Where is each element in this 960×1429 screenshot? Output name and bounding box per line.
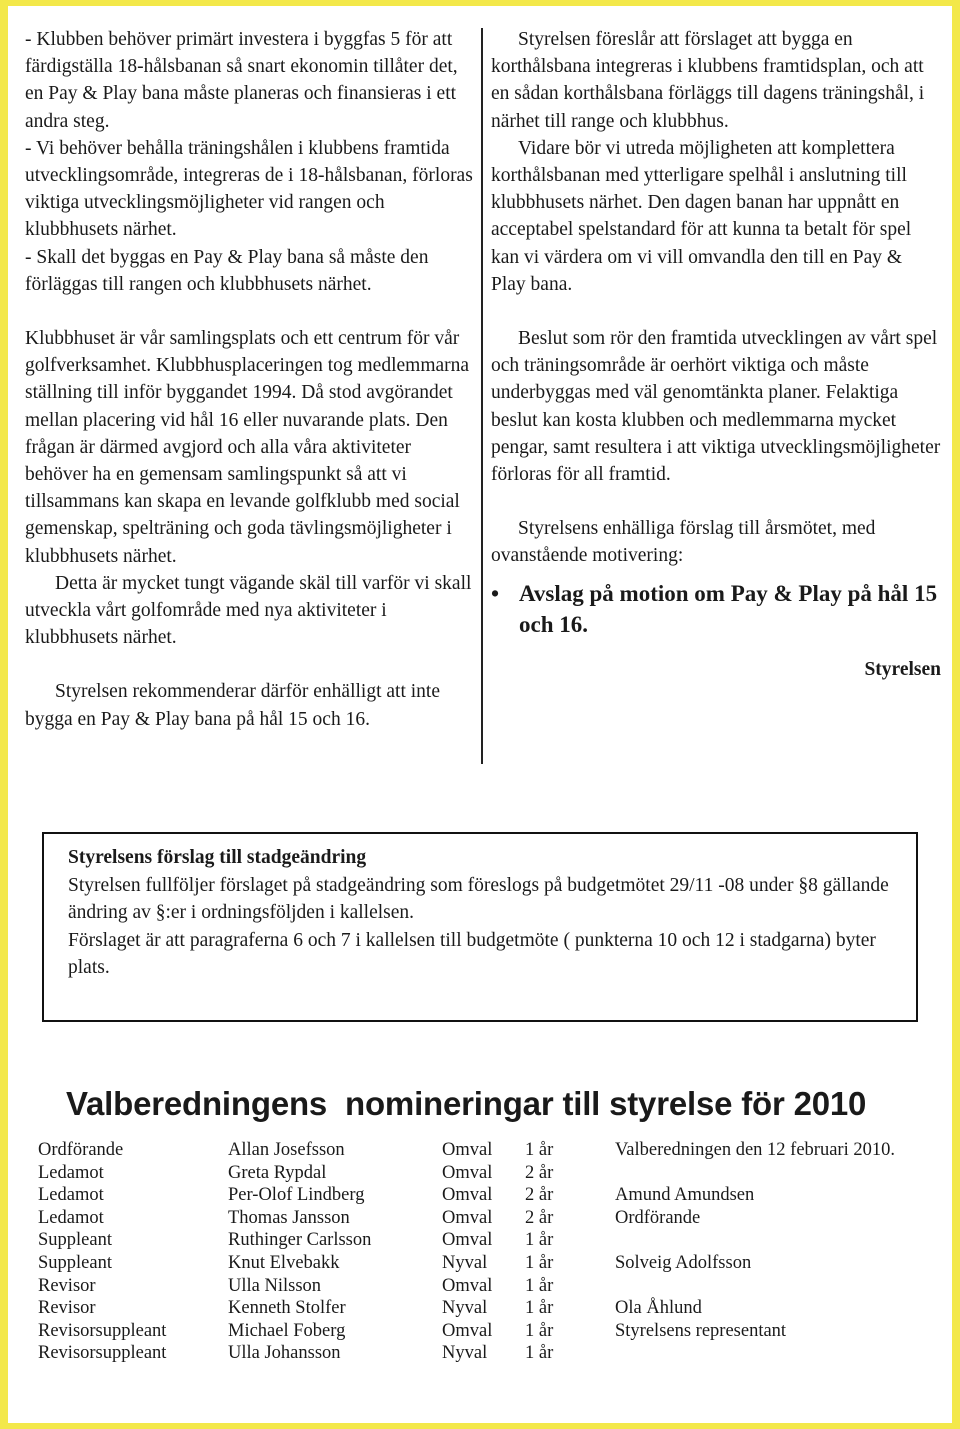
nominee-role: Revisor	[38, 1298, 96, 1319]
statute-box-title: Styrelsens förslag till stadgeändring	[68, 847, 367, 868]
term-length: 2 år	[525, 1185, 554, 1206]
election-type: Omval	[442, 1320, 493, 1341]
signoff-person-3-name: Ola Åhlund	[615, 1298, 702, 1319]
term-length: 1 år	[525, 1298, 554, 1319]
nominations-table	[38, 1139, 595, 1365]
term-length: 1 år	[525, 1230, 554, 1251]
table-row	[38, 1252, 595, 1275]
nominee-name: Ulla Johansson	[228, 1343, 341, 1364]
statute-change-box	[42, 832, 918, 1022]
frame-top-border	[0, 0, 960, 6]
nominee-role: Revisorsuppleant	[38, 1320, 167, 1341]
election-type: Omval	[442, 1162, 493, 1183]
nominee-role: Ledamot	[38, 1207, 104, 1228]
nominee-name: Ruthinger Carlsson	[228, 1230, 372, 1251]
nominee-name: Greta Rypdal	[228, 1162, 327, 1183]
left-paragraph-3: - Skall det byggas en Pay & Play bana så måste den förläggas till rangen och klubbhusets närhet.	[25, 246, 429, 295]
table-row	[38, 1162, 595, 1185]
term-length: 1 år	[525, 1275, 554, 1296]
right-column	[491, 26, 941, 683]
table-row	[38, 1297, 595, 1320]
nominee-role: Ledamot	[38, 1185, 104, 1206]
nominee-name: Thomas Jansson	[228, 1207, 350, 1228]
term-length: 2 år	[525, 1162, 554, 1183]
column-divider	[481, 28, 483, 764]
statute-box-line-2: Förslaget är att paragraferna 6 och 7 i kallelsen till budgetmöte ( punkterna 10 och 12 i stadgarna) byter plats.	[68, 929, 876, 979]
table-row	[38, 1275, 595, 1298]
signoff-person-1-title: Ordförande	[615, 1207, 701, 1228]
nominee-role: Revisor	[38, 1275, 96, 1296]
nominee-name: Kenneth Stolfer	[228, 1298, 346, 1319]
term-length: 2 år	[525, 1207, 554, 1228]
table-row	[38, 1320, 595, 1343]
nominee-role: Ordförande	[38, 1140, 124, 1160]
nominee-name: Allan Josefsson	[228, 1140, 345, 1160]
frame-left-border	[0, 0, 8, 1429]
election-type: Nyval	[442, 1252, 488, 1273]
election-type: Omval	[442, 1207, 493, 1228]
election-type: Omval	[442, 1140, 493, 1160]
election-type: Omval	[442, 1230, 493, 1251]
signoff-person-1-name: Amund Amundsen	[615, 1185, 755, 1206]
decision-text: Avslag på motion om Pay & Play på hål 15 och 16.	[519, 580, 938, 637]
table-row	[38, 1184, 595, 1207]
frame-bottom-border	[0, 1423, 960, 1429]
signoff-date: Valberedningen den 12 februari 2010.	[615, 1140, 895, 1160]
frame-right-border	[952, 0, 960, 1429]
nominee-name: Ulla Nilsson	[228, 1275, 322, 1296]
table-row	[38, 1229, 595, 1252]
nominee-role: Revisorsuppleant	[38, 1343, 167, 1364]
table-row	[38, 1139, 595, 1162]
left-paragraph-1: - Klubben behöver primärt investera i byggfas 5 för att färdigställa 18-hålsbanan så snart ekonomin tillåter det, en Pay & Play bana måste planeras och finansieras i ett andra steg.	[25, 29, 458, 132]
table-row	[38, 1207, 595, 1230]
nominee-name: Per-Olof Lindberg	[228, 1185, 365, 1206]
left-paragraph-2: - Vi behöver behålla träningshålen i klubbens framtida utvecklingsområde, integreras de i 18-hålsbanan, förloras viktiga utvecklingsmöjligheter vid rangen och klubbhusets närhet.	[25, 137, 473, 241]
left-paragraph-4: Klubbhuset är vår samlingsplats och ett centrum för vår golfverksamhet. Klubbhusplaceringen tog medlemmarna ställning till inför byggandet 1994. Då stod avgörandet mellan placering vid hål 16 eller nuvarande plats. Den frågan är därmed avgjord och alla våra aktiviteter behöver ha en gemensam samlingspunkt så att vi tillsammans kan skapa en levande golfklubb med social gemenskap, spelträning och goda tävlingsmöjligheter i klubbhusets närhet.	[25, 328, 470, 567]
term-length: 1 år	[525, 1252, 554, 1273]
nominee-role: Suppleant	[38, 1252, 112, 1273]
board-signature: Styrelsen	[864, 658, 941, 680]
bullet-icon: •	[491, 580, 500, 606]
nominee-role: Ledamot	[38, 1162, 104, 1183]
decision-bullet	[491, 578, 941, 640]
right-paragraph-4: Styrelsens enhälliga förslag till årsmötet, med ovanstående motivering:	[491, 518, 876, 567]
nominee-role: Suppleant	[38, 1230, 112, 1251]
election-type: Nyval	[442, 1298, 488, 1319]
statute-box-line-1: Styrelsen fullföljer förslaget på stadgeändring som föreslogs på budgetmötet 29/11 -08 under §8 gällande ändring av §:er i ordningsföljden i kallelsen.	[68, 874, 889, 924]
term-length: 1 år	[525, 1343, 554, 1364]
left-column	[25, 26, 473, 733]
signoff-person-3-title: Styrelsens representant	[615, 1320, 787, 1341]
term-length: 1 år	[525, 1140, 554, 1160]
nominations-heading: Valberedningens nomineringar till styrelse för 2010	[66, 1085, 867, 1122]
nominee-name: Knut Elvebakk	[228, 1252, 340, 1273]
right-paragraph-3: Beslut som rör den framtida utvecklingen av vårt spel och träningsområde är oerhört viktiga och måste underbyggas med väl genomtänkta planer. Felaktiga beslut kan kosta klubben och medlemmarna mycket pengar, samt resultera i att viktiga utvecklingsmöjligheter förloras för all framtid.	[491, 328, 941, 486]
right-paragraph-1: Styrelsen föreslår att förslaget att bygga en korthålsbana integreras i klubbens framtidsplan, och att en sådan korthålsbana förläggs till dagens träningshål, i närhet till range och klubbhus.	[491, 29, 925, 132]
nomination-signoff	[615, 1139, 895, 1342]
election-type: Omval	[442, 1185, 493, 1206]
election-type: Omval	[442, 1275, 493, 1296]
nominee-name: Michael Foberg	[228, 1320, 346, 1341]
signoff-person-2-name: Solveig Adolfsson	[615, 1252, 752, 1273]
left-paragraph-5: Detta är mycket tungt vägande skäl till varför vi skall utveckla vårt golfområde med nya aktiviteter i klubbhusets närhet.	[25, 572, 472, 649]
right-paragraph-2: Vidare bör vi utreda möjligheten att komplettera korthålsbanan med ytterligare spelhål i anslutning till klubbhusets närhet. Den dagen banan har uppnått en acceptabel spelstandard för att kunna ta betalt för spel kan vi värdera om vi vill omvandla den till en Pay & Play bana.	[491, 137, 912, 295]
left-paragraph-6: Styrelsen rekommenderar därför enhälligt att inte bygga en Pay & Play bana på hål 15 och 16.	[25, 681, 440, 730]
table-row	[38, 1342, 595, 1365]
term-length: 1 år	[525, 1320, 554, 1341]
election-type: Nyval	[442, 1343, 488, 1364]
